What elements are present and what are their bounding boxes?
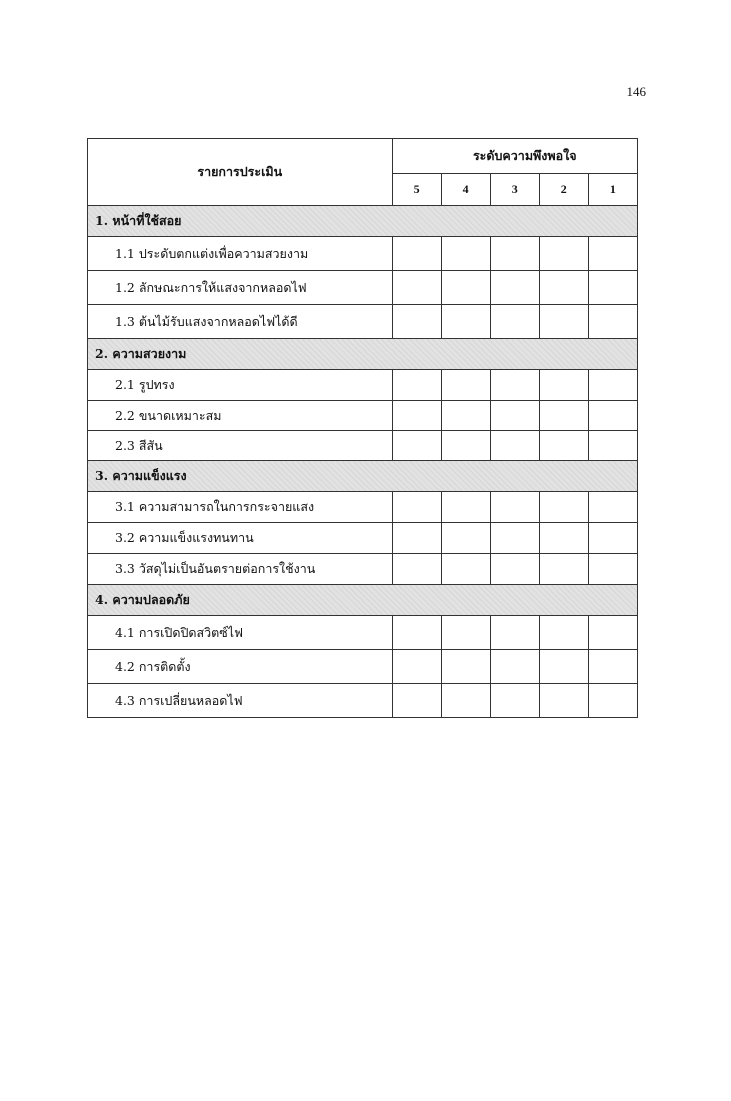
table-row — [88, 370, 638, 401]
score-header-4: 4 — [441, 174, 490, 206]
table-row — [88, 305, 638, 339]
item-label: 1.2 ลักษณะการให้แสงจากหลอดไฟ — [88, 271, 393, 305]
score-cell-5[interactable] — [392, 431, 441, 461]
score-cell-2[interactable] — [539, 271, 588, 305]
score-cell-3[interactable] — [490, 305, 539, 339]
section-row-safety — [88, 585, 638, 616]
score-cell-1[interactable] — [588, 370, 637, 401]
page-number: 146 — [626, 84, 646, 99]
score-cell-4[interactable] — [441, 401, 490, 431]
score-cell-1[interactable] — [588, 237, 637, 271]
score-cell-2[interactable] — [539, 401, 588, 431]
score-cell-2[interactable] — [539, 492, 588, 523]
score-cell-2[interactable] — [539, 431, 588, 461]
score-cell-5[interactable] — [392, 401, 441, 431]
score-header-5: 5 — [392, 174, 441, 206]
score-header-1: 1 — [588, 174, 637, 206]
section-title: 2. ความสวยงาม — [88, 339, 638, 370]
score-cell-1[interactable] — [588, 684, 637, 718]
score-cell-5[interactable] — [392, 492, 441, 523]
score-cell-3[interactable] — [490, 684, 539, 718]
table-row — [88, 650, 638, 684]
score-cell-3[interactable] — [490, 271, 539, 305]
item-label: 2.3 สีสัน — [88, 431, 393, 461]
score-cell-3[interactable] — [490, 370, 539, 401]
table-row — [88, 401, 638, 431]
score-header-3: 3 — [490, 174, 539, 206]
score-cell-4[interactable] — [441, 523, 490, 554]
score-cell-5[interactable] — [392, 684, 441, 718]
score-cell-4[interactable] — [441, 305, 490, 339]
score-cell-4[interactable] — [441, 684, 490, 718]
section-row-function — [88, 206, 638, 237]
score-cell-4[interactable] — [441, 650, 490, 684]
score-cell-3[interactable] — [490, 554, 539, 585]
score-cell-2[interactable] — [539, 370, 588, 401]
item-label: 2.1 รูปทรง — [88, 370, 393, 401]
score-header-2: 2 — [539, 174, 588, 206]
table-row — [88, 523, 638, 554]
item-label: 4.2 การติดตั้ง — [88, 650, 393, 684]
header-satisfaction-level: ระดับความพึงพอใจ — [392, 139, 637, 174]
table-row — [88, 492, 638, 523]
score-cell-4[interactable] — [441, 237, 490, 271]
score-cell-4[interactable] — [441, 370, 490, 401]
table-row — [88, 554, 638, 585]
score-cell-2[interactable] — [539, 684, 588, 718]
score-cell-3[interactable] — [490, 401, 539, 431]
item-label: 2.2 ขนาดเหมาะสม — [88, 401, 393, 431]
item-label: 1.1 ประดับตกแต่งเพื่อความสวยงาม — [88, 237, 393, 271]
score-cell-1[interactable] — [588, 271, 637, 305]
score-cell-1[interactable] — [588, 523, 637, 554]
score-cell-5[interactable] — [392, 650, 441, 684]
evaluation-table — [87, 138, 638, 718]
table-row — [88, 616, 638, 650]
score-cell-1[interactable] — [588, 401, 637, 431]
score-cell-2[interactable] — [539, 554, 588, 585]
score-cell-5[interactable] — [392, 523, 441, 554]
item-label: 4.3 การเปลี่ยนหลอดไฟ — [88, 684, 393, 718]
score-cell-3[interactable] — [490, 650, 539, 684]
score-cell-3[interactable] — [490, 237, 539, 271]
score-cell-5[interactable] — [392, 237, 441, 271]
score-cell-3[interactable] — [490, 523, 539, 554]
score-cell-1[interactable] — [588, 305, 637, 339]
score-cell-1[interactable] — [588, 431, 637, 461]
score-cell-1[interactable] — [588, 650, 637, 684]
table-row — [88, 431, 638, 461]
score-cell-5[interactable] — [392, 616, 441, 650]
item-label: 1.3 ต้นไม้รับแสงจากหลอดไฟได้ดี — [88, 305, 393, 339]
score-cell-5[interactable] — [392, 370, 441, 401]
section-title: 1. หน้าที่ใช้สอย — [88, 206, 638, 237]
score-cell-5[interactable] — [392, 271, 441, 305]
score-cell-3[interactable] — [490, 431, 539, 461]
score-cell-1[interactable] — [588, 554, 637, 585]
table-row — [88, 684, 638, 718]
score-cell-4[interactable] — [441, 554, 490, 585]
score-cell-2[interactable] — [539, 237, 588, 271]
score-cell-2[interactable] — [539, 616, 588, 650]
table-row — [88, 271, 638, 305]
score-cell-1[interactable] — [588, 492, 637, 523]
score-cell-2[interactable] — [539, 305, 588, 339]
score-cell-3[interactable] — [490, 492, 539, 523]
header-evaluation-items: รายการประเมิน — [88, 139, 393, 206]
table-header-row — [88, 139, 638, 174]
section-title: 3. ความแข็งแรง — [88, 461, 638, 492]
score-cell-3[interactable] — [490, 616, 539, 650]
section-title: 4. ความปลอดภัย — [88, 585, 638, 616]
score-cell-4[interactable] — [441, 271, 490, 305]
item-label: 4.1 การเปิดปิดสวิตซ์ไฟ — [88, 616, 393, 650]
score-cell-2[interactable] — [539, 523, 588, 554]
score-cell-1[interactable] — [588, 616, 637, 650]
score-cell-4[interactable] — [441, 616, 490, 650]
item-label: 3.3 วัสดุไม่เป็นอันตรายต่อการใช้งาน — [88, 554, 393, 585]
score-cell-2[interactable] — [539, 650, 588, 684]
score-cell-4[interactable] — [441, 431, 490, 461]
item-label: 3.2 ความแข็งแรงทนทาน — [88, 523, 393, 554]
score-cell-5[interactable] — [392, 305, 441, 339]
section-row-strength — [88, 461, 638, 492]
section-row-beauty — [88, 339, 638, 370]
score-cell-4[interactable] — [441, 492, 490, 523]
table-row — [88, 237, 638, 271]
item-label: 3.1 ความสามารถในการกระจายแสง — [88, 492, 393, 523]
score-cell-5[interactable] — [392, 554, 441, 585]
